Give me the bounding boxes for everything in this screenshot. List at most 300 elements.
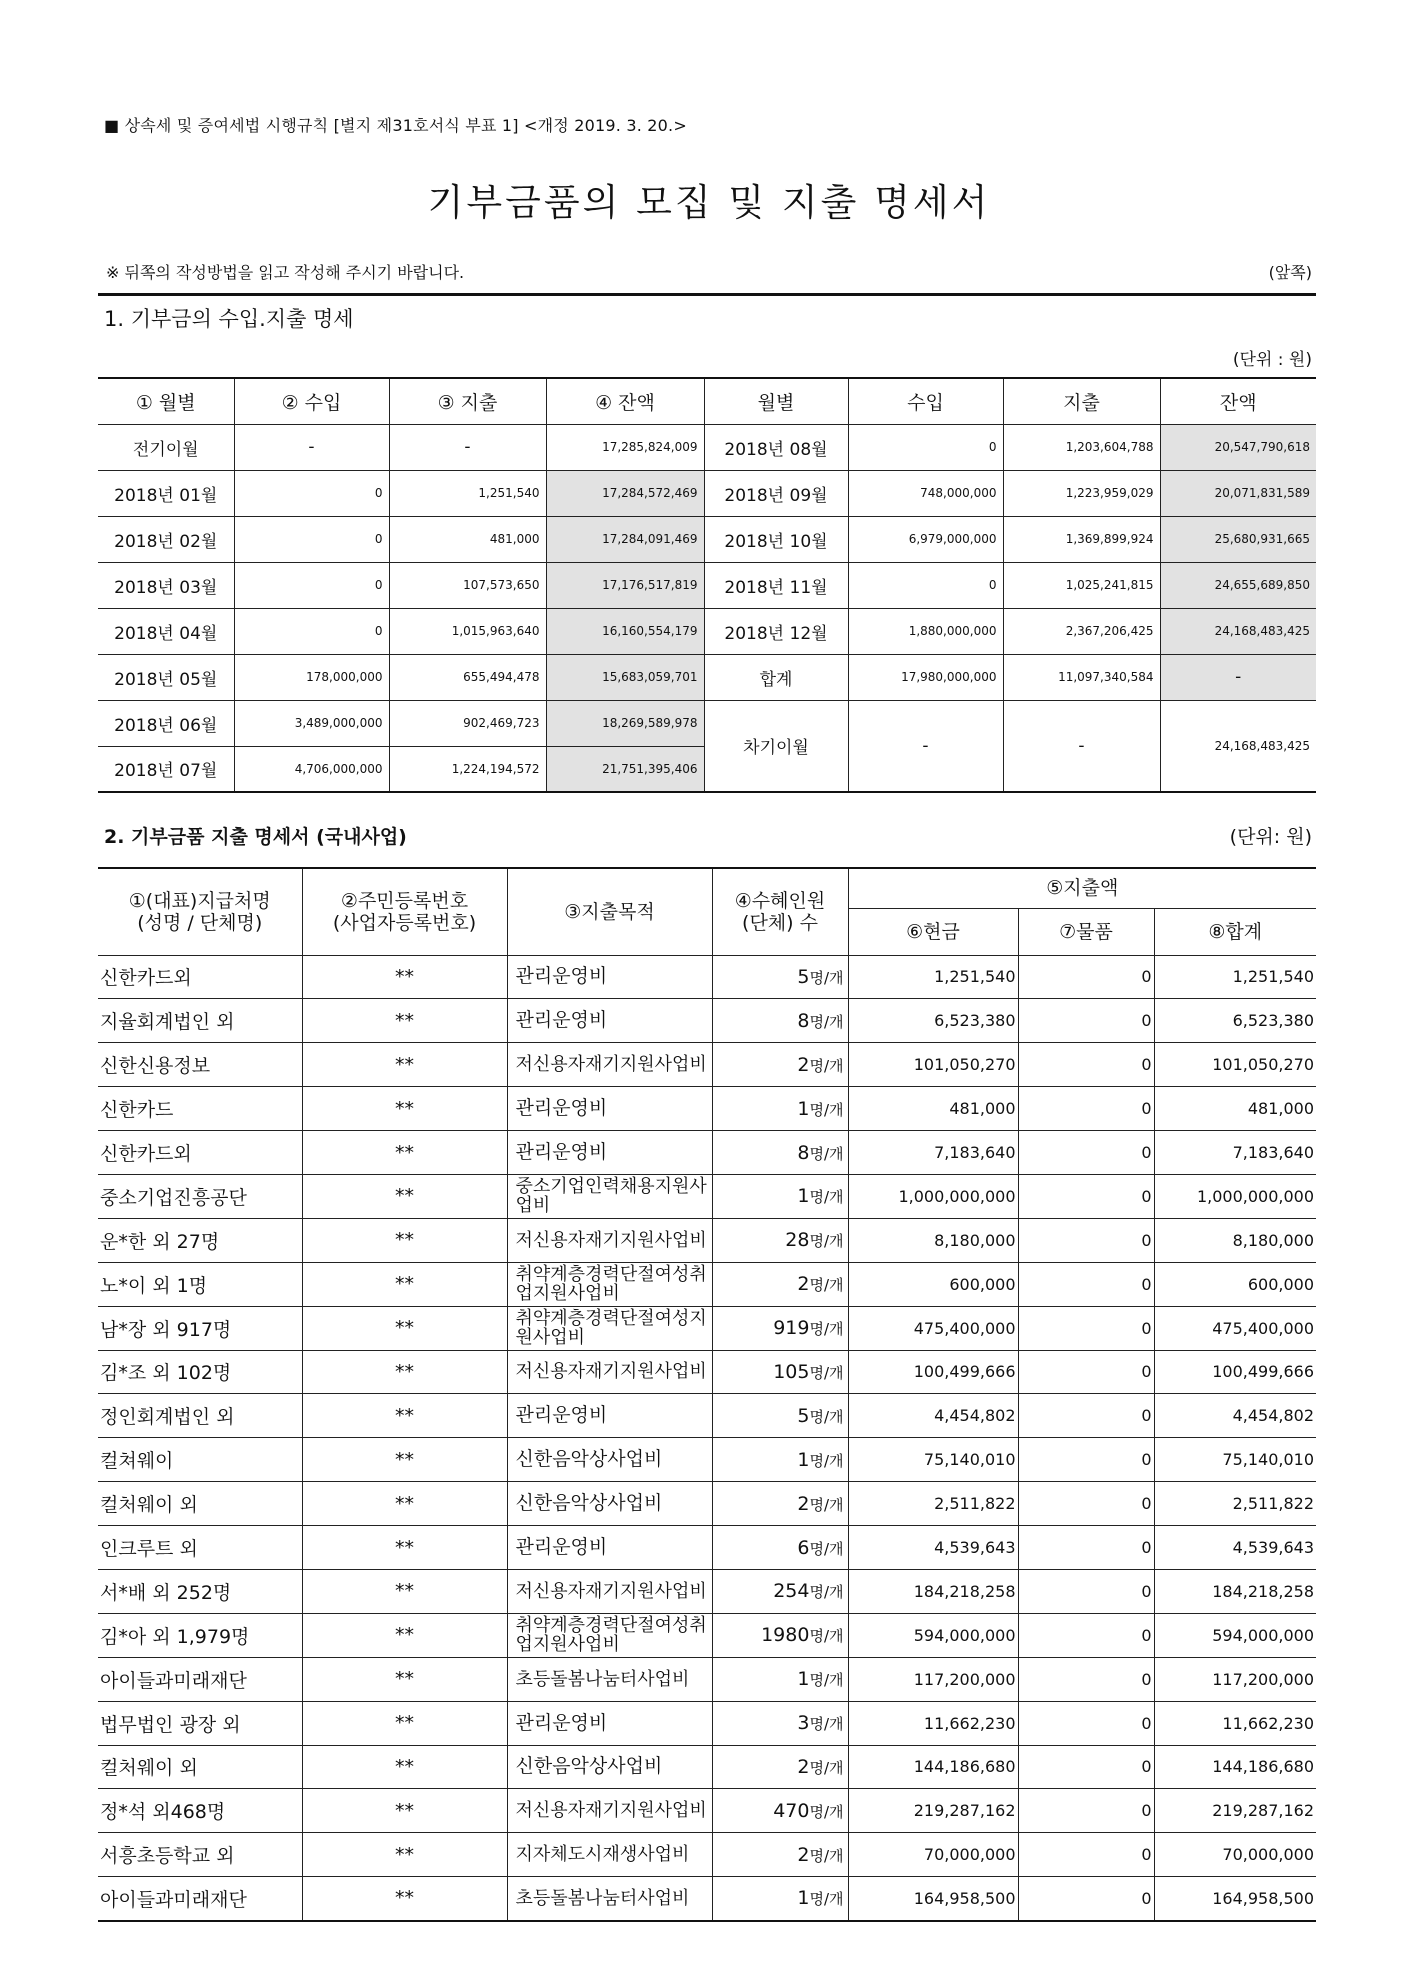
document-title: 기부금품의 모집 및 지출 명세서	[427, 181, 991, 224]
column-header: ④ 잔액	[546, 378, 704, 424]
total-cell: 101,050,270	[1154, 1043, 1316, 1087]
registration-number-cell: **	[302, 1701, 507, 1745]
table-row	[98, 1613, 1316, 1657]
total-cell: 75,140,010	[1154, 1438, 1316, 1482]
goods-cell: 0	[1018, 1438, 1154, 1482]
beneficiaries-cell	[712, 1701, 848, 1745]
beneficiaries-cell	[712, 1218, 848, 1262]
purpose-cell: 신한음악상사업비	[507, 1438, 712, 1482]
cash-cell: 164,958,500	[848, 1877, 1018, 1921]
total-cell: 144,186,680	[1154, 1745, 1316, 1789]
cash-cell: 1,251,540	[848, 955, 1018, 999]
total-cell: 164,958,500	[1154, 1877, 1316, 1921]
section1-heading: 1. 기부금의 수입.지출 명세	[104, 307, 354, 331]
col-goods: ⑦물품	[1018, 908, 1154, 955]
table-row	[98, 1526, 1316, 1570]
recipient-cell: 컬처웨이 외	[98, 1745, 302, 1789]
beneficiaries-cell	[712, 1482, 848, 1526]
col-registration-number: ②주민등록번호 (사업자등록번호)	[302, 868, 507, 955]
purpose-cell: 신한음악상사업비	[507, 1745, 712, 1789]
balance-cell: 20,547,790,618	[1160, 424, 1316, 470]
total-cell: 11,662,230	[1154, 1701, 1316, 1745]
purpose-cell: 저신용자재기지원사업비	[507, 1569, 712, 1613]
income-cell: 6,979,000,000	[848, 516, 1003, 562]
goods-cell: 0	[1018, 955, 1154, 999]
beneficiaries-count: 8	[797, 1141, 810, 1164]
registration-number-cell: **	[302, 1262, 507, 1306]
income-cell: 178,000,000	[234, 654, 389, 700]
income-cell: 0	[234, 608, 389, 654]
month-cell: 2018년 06월	[98, 700, 234, 746]
registration-number-cell: **	[302, 1613, 507, 1657]
col-total: ⑧합계	[1154, 908, 1316, 955]
month-cell: 2018년 10월	[704, 516, 848, 562]
recipient-cell: 정인회계법인 외	[98, 1394, 302, 1438]
table-row	[98, 1482, 1316, 1526]
total-cell: 475,400,000	[1154, 1306, 1316, 1350]
carry-month-cell: 차기이월	[704, 700, 848, 792]
registration-number-cell: **	[302, 999, 507, 1043]
goods-cell: 0	[1018, 1657, 1154, 1701]
balance-cell: 21,751,395,406	[546, 746, 704, 792]
beneficiaries-count: 2	[797, 1492, 810, 1515]
income-cell: 0	[234, 562, 389, 608]
registration-number-cell: **	[302, 1218, 507, 1262]
cash-cell: 8,180,000	[848, 1218, 1018, 1262]
beneficiaries-count: 2	[797, 1273, 810, 1296]
total-cell: 600,000	[1154, 1262, 1316, 1306]
beneficiaries-count: 28	[785, 1229, 810, 1252]
cash-cell: 6,523,380	[848, 999, 1018, 1043]
purpose-cell: 초등돌봄나눔터사업비	[507, 1657, 712, 1701]
recipient-cell: 신한카드	[98, 1087, 302, 1131]
registration-number-cell: **	[302, 1131, 507, 1175]
beneficiaries-unit: 명/개	[809, 1802, 844, 1821]
beneficiaries-unit: 명/개	[809, 1671, 844, 1690]
beneficiaries-count: 1	[797, 1887, 810, 1910]
balance-cell: 24,655,689,850	[1160, 562, 1316, 608]
goods-cell: 0	[1018, 1174, 1154, 1218]
total-cell: 1,251,540	[1154, 955, 1316, 999]
month-cell: 전기이월	[98, 424, 234, 470]
beneficiaries-unit: 명/개	[809, 968, 844, 987]
registration-number-cell: **	[302, 1569, 507, 1613]
beneficiaries-cell	[712, 1745, 848, 1789]
beneficiaries-cell	[712, 1833, 848, 1877]
expense-cell: -	[389, 424, 546, 470]
goods-cell: 0	[1018, 1701, 1154, 1745]
income-cell: 0	[848, 562, 1003, 608]
section1-unit: (단위 : 원)	[1232, 350, 1312, 370]
month-cell: 2018년 03월	[98, 562, 234, 608]
recipient-cell: 운*한 외 27명	[98, 1218, 302, 1262]
table-row	[98, 1306, 1316, 1350]
purpose-cell: 관리운영비	[507, 1131, 712, 1175]
beneficiaries-cell	[712, 1262, 848, 1306]
beneficiaries-count: 1	[797, 1097, 810, 1120]
goods-cell: 0	[1018, 1218, 1154, 1262]
recipient-cell: 지율회계법인 외	[98, 999, 302, 1043]
beneficiaries-count: 8	[797, 1009, 810, 1032]
beneficiaries-unit: 명/개	[809, 1276, 844, 1295]
cash-cell: 7,183,640	[848, 1131, 1018, 1175]
balance-cell: 24,168,483,425	[1160, 608, 1316, 654]
income-cell: 17,980,000,000	[848, 654, 1003, 700]
table-row	[98, 1745, 1316, 1789]
expense-cell: 1,369,899,924	[1003, 516, 1160, 562]
table-row	[98, 700, 1316, 746]
beneficiaries-cell	[712, 1877, 848, 1921]
recipient-cell: 중소기업진흥공단	[98, 1174, 302, 1218]
table-row	[98, 1877, 1316, 1921]
balance-cell: 15,683,059,701	[546, 654, 704, 700]
registration-number-cell: **	[302, 1394, 507, 1438]
cash-cell: 70,000,000	[848, 1833, 1018, 1877]
goods-cell: 0	[1018, 1350, 1154, 1394]
table-row	[98, 999, 1316, 1043]
table-row	[98, 1833, 1316, 1877]
balance-cell: 16,160,554,179	[546, 608, 704, 654]
beneficiaries-count: 3	[797, 1712, 810, 1735]
beneficiaries-cell	[712, 1087, 848, 1131]
purpose-cell: 초등돌봄나눔터사업비	[507, 1877, 712, 1921]
registration-number-cell: **	[302, 1833, 507, 1877]
goods-cell: 0	[1018, 1833, 1154, 1877]
beneficiaries-cell	[712, 955, 848, 999]
table-row	[98, 1789, 1316, 1833]
recipient-cell: 인크루트 외	[98, 1526, 302, 1570]
balance-cell: 18,269,589,978	[546, 700, 704, 746]
beneficiaries-count: 5	[797, 965, 810, 988]
beneficiaries-count: 1	[797, 1448, 810, 1471]
cash-cell: 75,140,010	[848, 1438, 1018, 1482]
total-cell: 8,180,000	[1154, 1218, 1316, 1262]
registration-number-cell: **	[302, 1087, 507, 1131]
cash-cell: 117,200,000	[848, 1657, 1018, 1701]
table-row	[98, 1569, 1316, 1613]
balance-cell: 17,284,572,469	[546, 470, 704, 516]
table-row	[98, 470, 1316, 516]
expense-cell: 11,097,340,584	[1003, 654, 1160, 700]
total-cell: 1,000,000,000	[1154, 1174, 1316, 1218]
registration-number-cell: **	[302, 1526, 507, 1570]
total-cell: 481,000	[1154, 1087, 1316, 1131]
recipient-cell: 김*조 외 102명	[98, 1350, 302, 1394]
purpose-cell: 저신용자재기지원사업비	[507, 1789, 712, 1833]
purpose-cell: 저신용자재기지원사업비	[507, 1350, 712, 1394]
column-header: 수입	[848, 378, 1003, 424]
expense-cell: 2,367,206,425	[1003, 608, 1160, 654]
cash-cell: 184,218,258	[848, 1569, 1018, 1613]
beneficiaries-unit: 명/개	[809, 1758, 844, 1777]
balance-cell: 17,284,091,469	[546, 516, 704, 562]
beneficiaries-unit: 명/개	[809, 1188, 844, 1207]
beneficiaries-count: 5	[797, 1404, 810, 1427]
column-header: ① 월별	[98, 378, 234, 424]
month-cell: 2018년 11월	[704, 562, 848, 608]
cash-cell: 11,662,230	[848, 1701, 1018, 1745]
total-cell: 100,499,666	[1154, 1350, 1316, 1394]
column-header: 잔액	[1160, 378, 1316, 424]
registration-number-cell: **	[302, 1789, 507, 1833]
recipient-cell: 남*장 외 917명	[98, 1306, 302, 1350]
beneficiaries-unit: 명/개	[809, 1320, 844, 1339]
beneficiaries-cell	[712, 1657, 848, 1701]
expense-cell: 1,224,194,572	[389, 746, 546, 792]
total-cell: 117,200,000	[1154, 1657, 1316, 1701]
beneficiaries-count: 2	[797, 1843, 810, 1866]
purpose-cell: 관리운영비	[507, 1394, 712, 1438]
beneficiaries-unit: 명/개	[809, 1407, 844, 1426]
cash-cell: 594,000,000	[848, 1613, 1018, 1657]
beneficiaries-count: 1	[797, 1668, 810, 1691]
col-purpose: ③지출목적	[507, 868, 712, 955]
registration-number-cell: **	[302, 1043, 507, 1087]
recipient-cell: 아이들과미래재단	[98, 1877, 302, 1921]
total-cell: 594,000,000	[1154, 1613, 1316, 1657]
balance-cell: 25,680,931,665	[1160, 516, 1316, 562]
registration-number-cell: **	[302, 1745, 507, 1789]
purpose-cell: 신한음악상사업비	[507, 1482, 712, 1526]
beneficiaries-count: 2	[797, 1053, 810, 1076]
beneficiaries-unit: 명/개	[809, 1363, 844, 1382]
cash-cell: 4,539,643	[848, 1526, 1018, 1570]
purpose-cell: 관리운영비	[507, 1701, 712, 1745]
goods-cell: 0	[1018, 1613, 1154, 1657]
month-cell: 2018년 02월	[98, 516, 234, 562]
registration-number-cell: **	[302, 1482, 507, 1526]
purpose-cell: 취약계층경력단절여성지원사업비	[507, 1306, 712, 1350]
beneficiaries-cell	[712, 1043, 848, 1087]
beneficiaries-count: 2	[797, 1755, 810, 1778]
beneficiaries-unit: 명/개	[809, 1715, 844, 1734]
table-row	[98, 1262, 1316, 1306]
income-cell: 4,706,000,000	[234, 746, 389, 792]
beneficiaries-unit: 명/개	[809, 1495, 844, 1514]
beneficiaries-count: 470	[773, 1799, 810, 1822]
total-cell: 219,287,162	[1154, 1789, 1316, 1833]
beneficiaries-count: 105	[773, 1360, 810, 1383]
table-row	[98, 424, 1316, 470]
month-cell: 2018년 01월	[98, 470, 234, 516]
recipient-cell: 노*이 외 1명	[98, 1262, 302, 1306]
month-cell: 2018년 05월	[98, 654, 234, 700]
expense-cell: 1,025,241,815	[1003, 562, 1160, 608]
col-cash: ⑥현금	[848, 908, 1018, 955]
expense-cell: 481,000	[389, 516, 546, 562]
beneficiaries-unit: 명/개	[809, 1144, 844, 1163]
goods-cell: 0	[1018, 1789, 1154, 1833]
column-header: 월별	[704, 378, 848, 424]
section2-heading: 2. 기부금품 지출 명세서 (국내사업)	[104, 826, 407, 848]
balance-cell: 17,176,517,819	[546, 562, 704, 608]
goods-cell: 0	[1018, 1482, 1154, 1526]
month-cell: 2018년 12월	[704, 608, 848, 654]
table-row	[98, 562, 1316, 608]
expenditure-table	[98, 867, 1316, 1922]
balance-cell: 17,285,824,009	[546, 424, 704, 470]
table-row	[98, 1701, 1316, 1745]
income-expense-table	[98, 377, 1316, 793]
cash-cell: 4,454,802	[848, 1394, 1018, 1438]
cash-cell: 2,511,822	[848, 1482, 1018, 1526]
purpose-cell: 관리운영비	[507, 999, 712, 1043]
income-cell: 748,000,000	[848, 470, 1003, 516]
beneficiaries-unit: 명/개	[809, 1627, 844, 1646]
column-header: 지출	[1003, 378, 1160, 424]
beneficiaries-cell	[712, 1306, 848, 1350]
goods-cell: 0	[1018, 1394, 1154, 1438]
beneficiaries-cell	[712, 1613, 848, 1657]
income-cell: 0	[234, 516, 389, 562]
purpose-cell: 지자체도시재생사업비	[507, 1833, 712, 1877]
goods-cell: 0	[1018, 1087, 1154, 1131]
table-row	[98, 1350, 1316, 1394]
beneficiaries-count: 254	[773, 1580, 810, 1603]
expense-cell: 655,494,478	[389, 654, 546, 700]
beneficiaries-unit: 명/개	[809, 1012, 844, 1031]
table-row	[98, 654, 1316, 700]
goods-cell: 0	[1018, 1569, 1154, 1613]
purpose-cell: 취약계층경력단절여성취업지원사업비	[507, 1613, 712, 1657]
beneficiaries-unit: 명/개	[809, 1539, 844, 1558]
cash-cell: 219,287,162	[848, 1789, 1018, 1833]
expense-cell: 902,469,723	[389, 700, 546, 746]
form-reference: ■ 상속세 및 증여세법 시행규칙 [별지 제31호서식 부표 1] <개정 2019. 3. 20.>	[104, 116, 687, 135]
col-amount: ⑤지출액	[848, 868, 1316, 908]
cash-cell: 100,499,666	[848, 1350, 1018, 1394]
column-header: ② 수입	[234, 378, 389, 424]
column-header: ③ 지출	[389, 378, 546, 424]
cash-cell: 600,000	[848, 1262, 1018, 1306]
total-cell: 7,183,640	[1154, 1131, 1316, 1175]
beneficiaries-unit: 명/개	[809, 1451, 844, 1470]
table-row	[98, 1131, 1316, 1175]
month-cell: 2018년 07월	[98, 746, 234, 792]
goods-cell: 0	[1018, 1306, 1154, 1350]
beneficiaries-unit: 명/개	[809, 1100, 844, 1119]
carry-expense-cell: -	[1003, 700, 1160, 792]
month-cell: 2018년 04월	[98, 608, 234, 654]
beneficiaries-cell	[712, 1131, 848, 1175]
beneficiaries-cell	[712, 1789, 848, 1833]
goods-cell: 0	[1018, 1877, 1154, 1921]
goods-cell: 0	[1018, 1262, 1154, 1306]
total-cell: 4,454,802	[1154, 1394, 1316, 1438]
beneficiaries-cell	[712, 999, 848, 1043]
income-cell: 0	[234, 470, 389, 516]
goods-cell: 0	[1018, 1526, 1154, 1570]
goods-cell: 0	[1018, 999, 1154, 1043]
purpose-cell: 관리운영비	[507, 1526, 712, 1570]
carry-balance-cell: 24,168,483,425	[1160, 700, 1316, 792]
purpose-cell: 저신용자재기지원사업비	[507, 1043, 712, 1087]
income-cell: -	[234, 424, 389, 470]
beneficiaries-unit: 명/개	[809, 1890, 844, 1909]
beneficiaries-cell	[712, 1526, 848, 1570]
table-row	[98, 1087, 1316, 1131]
recipient-cell: 김*아 외 1,979명	[98, 1613, 302, 1657]
recipient-cell: 신한신용정보	[98, 1043, 302, 1087]
goods-cell: 0	[1018, 1745, 1154, 1789]
cash-cell: 475,400,000	[848, 1306, 1018, 1350]
beneficiaries-cell	[712, 1569, 848, 1613]
total-cell: 4,539,643	[1154, 1526, 1316, 1570]
total-cell: 70,000,000	[1154, 1833, 1316, 1877]
beneficiaries-cell	[712, 1350, 848, 1394]
registration-number-cell: **	[302, 1350, 507, 1394]
expense-cell: 1,203,604,788	[1003, 424, 1160, 470]
income-cell: 0	[848, 424, 1003, 470]
beneficiaries-count: 1	[797, 1185, 810, 1208]
table-row	[98, 955, 1316, 999]
registration-number-cell: **	[302, 1438, 507, 1482]
expense-cell: 107,573,650	[389, 562, 546, 608]
beneficiaries-count: 6	[797, 1536, 810, 1559]
expense-cell: 1,251,540	[389, 470, 546, 516]
month-cell: 2018년 08월	[704, 424, 848, 470]
expense-cell: 1,015,963,640	[389, 608, 546, 654]
recipient-cell: 서흥초등학교 외	[98, 1833, 302, 1877]
purpose-cell: 취약계층경력단절여성취업지원사업비	[507, 1262, 712, 1306]
goods-cell: 0	[1018, 1131, 1154, 1175]
beneficiaries-count: 919	[773, 1317, 810, 1340]
header-divider	[98, 293, 1316, 296]
cash-cell: 481,000	[848, 1087, 1018, 1131]
table-row	[98, 1218, 1316, 1262]
balance-cell: -	[1160, 654, 1316, 700]
table-row	[98, 1394, 1316, 1438]
recipient-cell: 컬쳐웨이	[98, 1438, 302, 1482]
month-cell: 합계	[704, 654, 848, 700]
registration-number-cell: **	[302, 1174, 507, 1218]
total-cell: 184,218,258	[1154, 1569, 1316, 1613]
beneficiaries-unit: 명/개	[809, 1583, 844, 1602]
registration-number-cell: **	[302, 1306, 507, 1350]
table-row	[98, 1657, 1316, 1701]
page-side-label: (앞쪽)	[1268, 263, 1312, 282]
total-cell: 6,523,380	[1154, 999, 1316, 1043]
beneficiaries-unit: 명/개	[809, 1232, 844, 1251]
registration-number-cell: **	[302, 1657, 507, 1701]
income-cell: 1,880,000,000	[848, 608, 1003, 654]
beneficiaries-cell	[712, 1394, 848, 1438]
carry-income-cell: -	[848, 700, 1003, 792]
month-cell: 2018년 09월	[704, 470, 848, 516]
beneficiaries-unit: 명/개	[809, 1846, 844, 1865]
recipient-cell: 법무법인 광장 외	[98, 1701, 302, 1745]
table-row	[98, 1043, 1316, 1087]
cash-cell: 144,186,680	[848, 1745, 1018, 1789]
purpose-cell: 저신용자재기지원사업비	[507, 1218, 712, 1262]
beneficiaries-count: 1980	[761, 1624, 810, 1647]
col-recipient: ①(대표)지급처명 (성명 / 단체명)	[98, 868, 302, 955]
goods-cell: 0	[1018, 1043, 1154, 1087]
beneficiaries-unit: 명/개	[809, 1056, 844, 1075]
purpose-cell: 관리운영비	[507, 955, 712, 999]
cash-cell: 1,000,000,000	[848, 1174, 1018, 1218]
income-cell: 3,489,000,000	[234, 700, 389, 746]
instruction-note: ※ 뒤쪽의 작성방법을 읽고 작성해 주시기 바랍니다.	[106, 263, 465, 282]
purpose-cell: 관리운영비	[507, 1087, 712, 1131]
total-cell: 2,511,822	[1154, 1482, 1316, 1526]
registration-number-cell: **	[302, 955, 507, 999]
recipient-cell: 아이들과미래재단	[98, 1657, 302, 1701]
beneficiaries-cell	[712, 1174, 848, 1218]
recipient-cell: 신한카드외	[98, 955, 302, 999]
table-row	[98, 1174, 1316, 1218]
recipient-cell: 컬처웨이 외	[98, 1482, 302, 1526]
